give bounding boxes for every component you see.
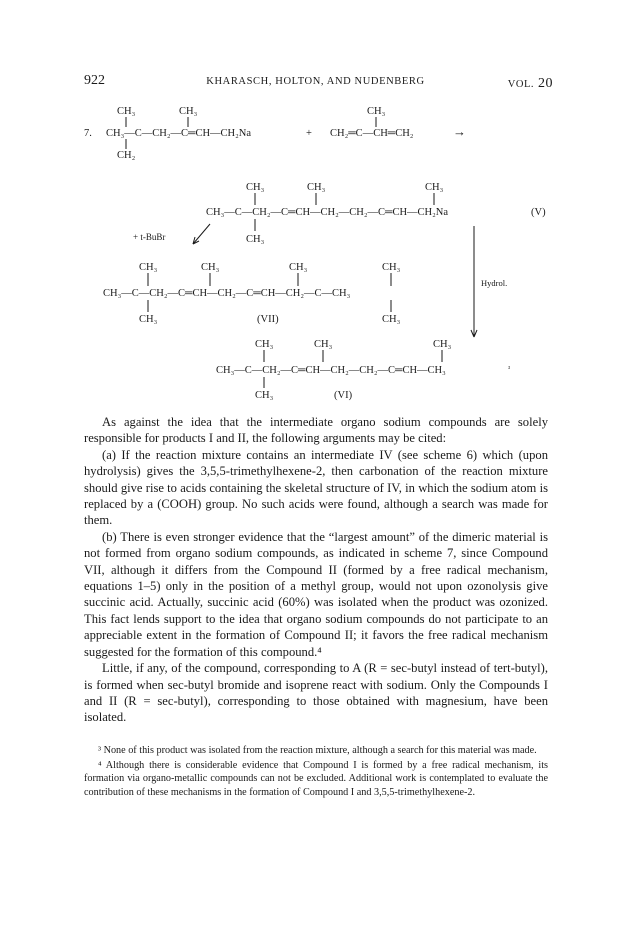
footnote-marker: ³ <box>508 365 511 373</box>
methyl-label: CH₃ <box>367 106 386 117</box>
methyl-label: CH₂ <box>117 150 136 161</box>
equation-number: 7. <box>84 128 92 139</box>
footnote: ⁴ Although there is considerable evidence that Compound I is formed by a free radical mechanism, its formation via organo-metallic compounds can not be excluded. Additional work is contemplated to evaluate the contribution of these mechanisms in the formation of Compound I and 3,5,5-trimethylhexene-2. <box>84 759 548 798</box>
methyl-label: CH₃ <box>433 339 452 350</box>
paragraph: As against the idea that the intermediate organo sodium compounds are solely responsible for products I and II, the following arguments may be cited: <box>84 415 548 446</box>
volume-number: 20 <box>538 76 553 91</box>
paragraph: (b) There is even stronger evidence that the “largest amount” of the dimeric material is not formed from organo sodium compounds, as indicated in scheme 7, since Compound VII, although it differs from the Compound II (formed by a free radical mechanism, equations 1–5) only in the position of a methyl group, would not upon ozonolysis give succinic acid. Actually, succinic acid (60%) was isolated when the product was ozonized. This fact lends support to the idea that organo sodium compounds do not participate to an appreciable extent in the formation of Compound II; it favors the free radical mechanism suggested for the formation of this compound.⁴ <box>84 529 548 659</box>
compound-vii-chain: CH₃—C—CH₂—C═CH—CH₂—C═CH—CH₂—C—CH₃ <box>103 288 351 299</box>
methyl-label: CH₃ <box>314 339 333 350</box>
methyl-label: CH₃ <box>139 314 158 325</box>
methyl-label: CH₃ <box>246 182 265 193</box>
methyl-label: CH₃ <box>382 314 401 325</box>
methyl-label: CH₃ <box>255 390 274 401</box>
reaction-scheme-7 <box>0 0 631 420</box>
tert-butyl-bromide-reagent: + t-BuBr <box>133 232 166 242</box>
reactant-1-chain: CH₃—C—CH₂—C═CH—CH₂Na <box>106 128 252 139</box>
methyl-label: CH₃ <box>179 106 198 117</box>
methyl-label: CH₃ <box>201 262 220 273</box>
reaction-arrow-slanted <box>193 224 210 244</box>
footnote: ³ None of this product was isolated from the reaction mixture, although a search for this material was made. <box>98 745 537 756</box>
methyl-label: CH₃ <box>255 339 274 350</box>
footnotes <box>84 744 548 800</box>
plus-sign: + <box>306 128 312 139</box>
methyl-label: CH₃ <box>139 262 158 273</box>
volume-label: VOL. <box>507 79 534 90</box>
hydrolysis-label: Hydrol. <box>481 278 508 288</box>
compound-vii-label: (VII) <box>257 314 279 325</box>
paragraph: (a) If the reaction mixture contains an intermediate IV (see scheme 6) which (upon hydrolysis) gives the 3,5,5-trimethylhexene-2, then carbonation of the reaction mixture should give rise to acids containing the skeletal structure of IV, in which the sodium atom is replaced by a (COOH) group. No such acids were found, although a search was made for them. <box>84 447 548 528</box>
methyl-label: CH₃ <box>382 262 401 273</box>
body-text <box>84 414 548 726</box>
methyl-label: CH₃ <box>289 262 308 273</box>
reaction-arrow: → <box>453 124 466 139</box>
reactant-2-isoprene: CH₂═C—CH═CH₂ <box>330 128 414 139</box>
compound-vi-label: (VI) <box>334 390 353 401</box>
compound-v-chain: CH₃—C—CH₂—C═CH—CH₂—CH₂—C═CH—CH₂Na <box>206 207 449 218</box>
compound-v-label: (V) <box>531 207 546 218</box>
methyl-label: CH₃ <box>246 234 265 245</box>
running-title: KHARASCH, HOLTON, AND NUDENBERG <box>206 76 425 87</box>
methyl-label: CH₃ <box>425 182 444 193</box>
methyl-label: CH₃ <box>307 182 326 193</box>
paragraph: Little, if any, of the compound, corresponding to A (R = sec-butyl instead of tert-butyl), is formed when sec-butyl bromide and isoprene react with sodium. Only the Compounds I and II (R = sec-butyl), corresponding to those obtained with magnesium, have been isolated. <box>84 661 548 725</box>
page-number: 922 <box>84 73 105 88</box>
methyl-label: CH₃ <box>117 106 136 117</box>
compound-vi-chain: CH₃—C—CH₂—C═CH—CH₂—CH₂—C═CH—CH₃ <box>216 365 446 376</box>
